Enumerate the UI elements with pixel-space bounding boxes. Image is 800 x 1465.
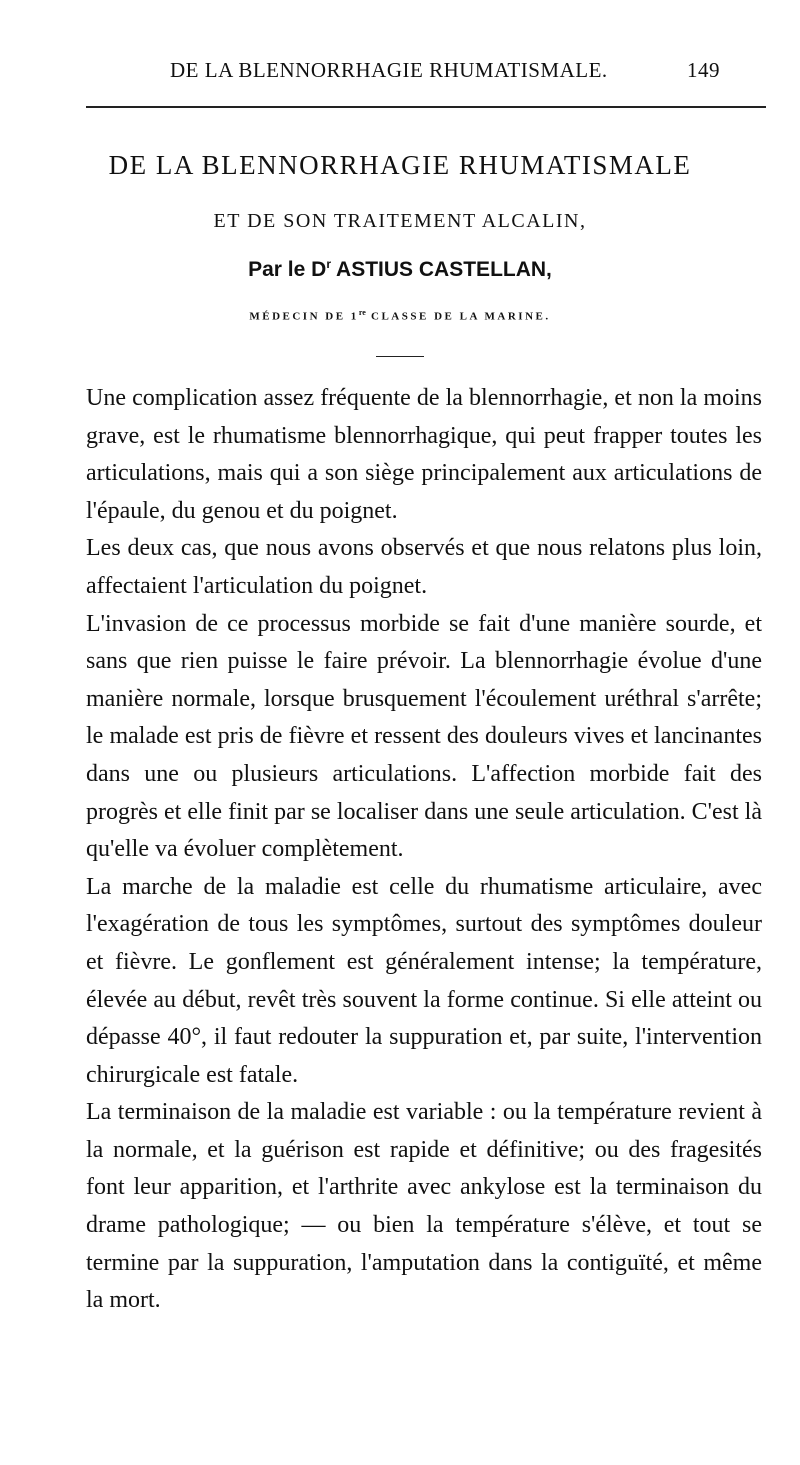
paragraph: La terminaison de la maladie est variable : ou la température revient à la normale, et la guérison est rapide et définitive; ou des fragesités font leur apparition, et l'arthrite avec ankylose est la terminaison du drame pathologique; — ou bien la température s'élève, et tout se termine par la suppuration, l'amputation dans la contiguïté, et même la mort. <box>86 1099 762 1314</box>
author-prefix: Par le D <box>248 258 327 281</box>
paragraph: La marche de la maladie est celle du rhumatisme articulaire, avec l'exagération de tous les symptômes, surtout des symptômes douleur et fièvre. Le gonflement est généralement intense; la température, élevée au début, revêt très souvent la forme continue. Si elle atteint ou dépasse 40°, il faut redouter la suppuration et, par suite, l'intervention chirurgicale est fatale. <box>86 873 762 1088</box>
page-number: 149 <box>687 58 720 82</box>
affiliation-prefix: MÉDECIN DE 1 <box>249 310 359 323</box>
article-subtitle: ET DE SON TRAITEMENT ALCALIN, <box>213 210 587 232</box>
paragraph: Les deux cas, que nous avons observés et que nous relatons plus loin, affectaient l'articulation du poignet. <box>86 535 762 599</box>
author-affiliation <box>60 308 740 323</box>
author-name: ASTIUS CASTELLAN, <box>331 258 552 281</box>
header-rule <box>86 106 766 108</box>
affiliation-superscript: re <box>358 308 366 317</box>
affiliation-suffix: CLASSE DE LA MARINE. <box>365 310 551 323</box>
article-body <box>86 380 762 1320</box>
running-header <box>80 58 720 88</box>
title-separator-rule <box>376 356 424 357</box>
article-title: DE LA BLENNORRHAGIE RHUMATISMALE <box>108 150 692 180</box>
paragraph: L'invasion de ce processus morbide se fait d'une manière sourde, et sans que rien puisse le faire prévoir. La blennorrhagie évolue d'une manière normale, lorsque brusquement l'écoulement uréthral s'arrête; le malade est pris de fièvre et ressent des douleurs vives et lancinantes dans une ou plusieurs articulations. L'affection morbide fait des progrès et elle finit par se localiser dans une seule articulation. C'est là qu'elle va évoluer complètement. <box>86 610 762 863</box>
running-title: DE LA BLENNORRHAGIE RHUMATISMALE. <box>170 58 608 82</box>
author-line <box>60 257 740 282</box>
paragraph: Une complication assez fréquente de la blennorrhagie, et non la moins grave, est le rhumatisme blennorrhagique, qui peut frapper toutes les articulations, mais qui a son siège principalement aux articulations de l'épaule, du genou et du poignet. <box>86 385 762 524</box>
author-prefix-superscript: r <box>326 257 331 271</box>
